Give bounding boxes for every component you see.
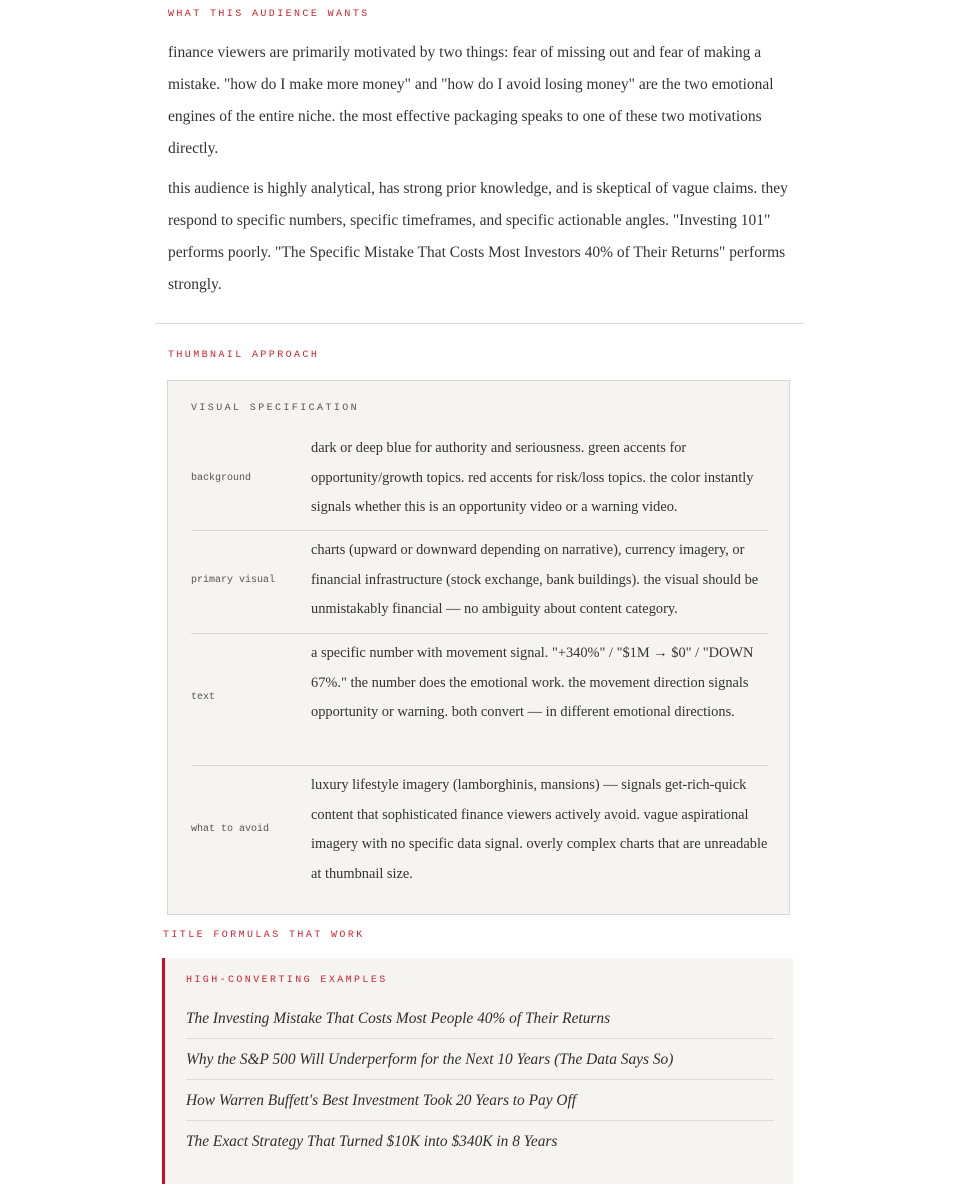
audience-paragraph-1: finance viewers are primarily motivated by two things: fear of missing out and fear of making a mistake. "how do I make more money" and "how do I avoid losing money" are the two emotional engines of the entire niche. the most effective packaging speaks to one of these two motivations directly. <box>168 44 774 157</box>
section-heading-audience: WHAT THIS AUDIENCE WANTS <box>168 9 370 20</box>
visual-specification-panel <box>167 380 790 915</box>
spec-description: luxury lifestyle imagery (lamborghinis, mansions) — signals get-rich-quick content that sophisticated finance viewers actively avoid. vague aspirational imagery with no specific data signal. overly complex charts that are unreadable at thumbnail size. <box>311 777 768 882</box>
spec-label: background <box>191 473 252 484</box>
spec-description: charts (upward or downward depending on narrative), currency imagery, or financial infrastructure (stock exchange, bank buildings). the visual should be unmistakably financial — no ambiguity about content category. <box>311 542 759 617</box>
section-heading-thumbnail: THUMBNAIL APPROACH <box>168 350 320 361</box>
section-divider <box>155 323 804 324</box>
title-example: The Investing Mistake That Costs Most People 40% of Their Returns <box>186 998 774 1039</box>
title-example: Why the S&P 500 Will Underperform for the Next 10 Years (The Data Says So) <box>186 1039 774 1080</box>
spec-row-primary-visual <box>191 531 768 634</box>
audience-paragraph-2: this audience is highly analytical, has strong prior knowledge, and is skeptical of vague claims. they respond to specific numbers, specific timeframes, and specific actionable angles. "Investing 101" performs poorly. "The Specific Mistake That Costs Most Investors 40% of Their Returns" performs strongly. <box>168 180 788 293</box>
spec-row-background <box>191 429 768 531</box>
title-example: The Exact Strategy That Turned $10K into $340K in 8 Years <box>186 1133 558 1150</box>
title-examples-list <box>186 998 774 1162</box>
spec-label: primary visual <box>191 575 276 586</box>
title-examples-heading: HIGH-CONVERTING EXAMPLES <box>186 975 388 986</box>
title-example: How Warren Buffett's Best Investment Took 20 Years to Pay Off <box>186 1080 774 1121</box>
spec-label: what to avoid <box>191 824 270 835</box>
spec-label: text <box>191 692 216 703</box>
section-heading-titles: TITLE FORMULAS THAT WORK <box>163 930 365 941</box>
title-examples-panel <box>162 958 793 1184</box>
spec-row-text <box>191 634 768 766</box>
spec-row-what-to-avoid <box>191 766 768 896</box>
spec-description: dark or deep blue for authority and seriousness. green accents for opportunity/growth topics. red accents for risk/loss topics. the color instantly signals whether this is an opportunity video or a warning video. <box>311 440 754 515</box>
visual-specification-title: VISUAL SPECIFICATION <box>191 403 360 414</box>
spec-description: a specific number with movement signal. "+340%" / "$1M → $0" / "DOWN 67%." the number does the emotional work. the movement direction signals opportunity or warning. both convert — in different emotional directions. <box>311 645 754 720</box>
